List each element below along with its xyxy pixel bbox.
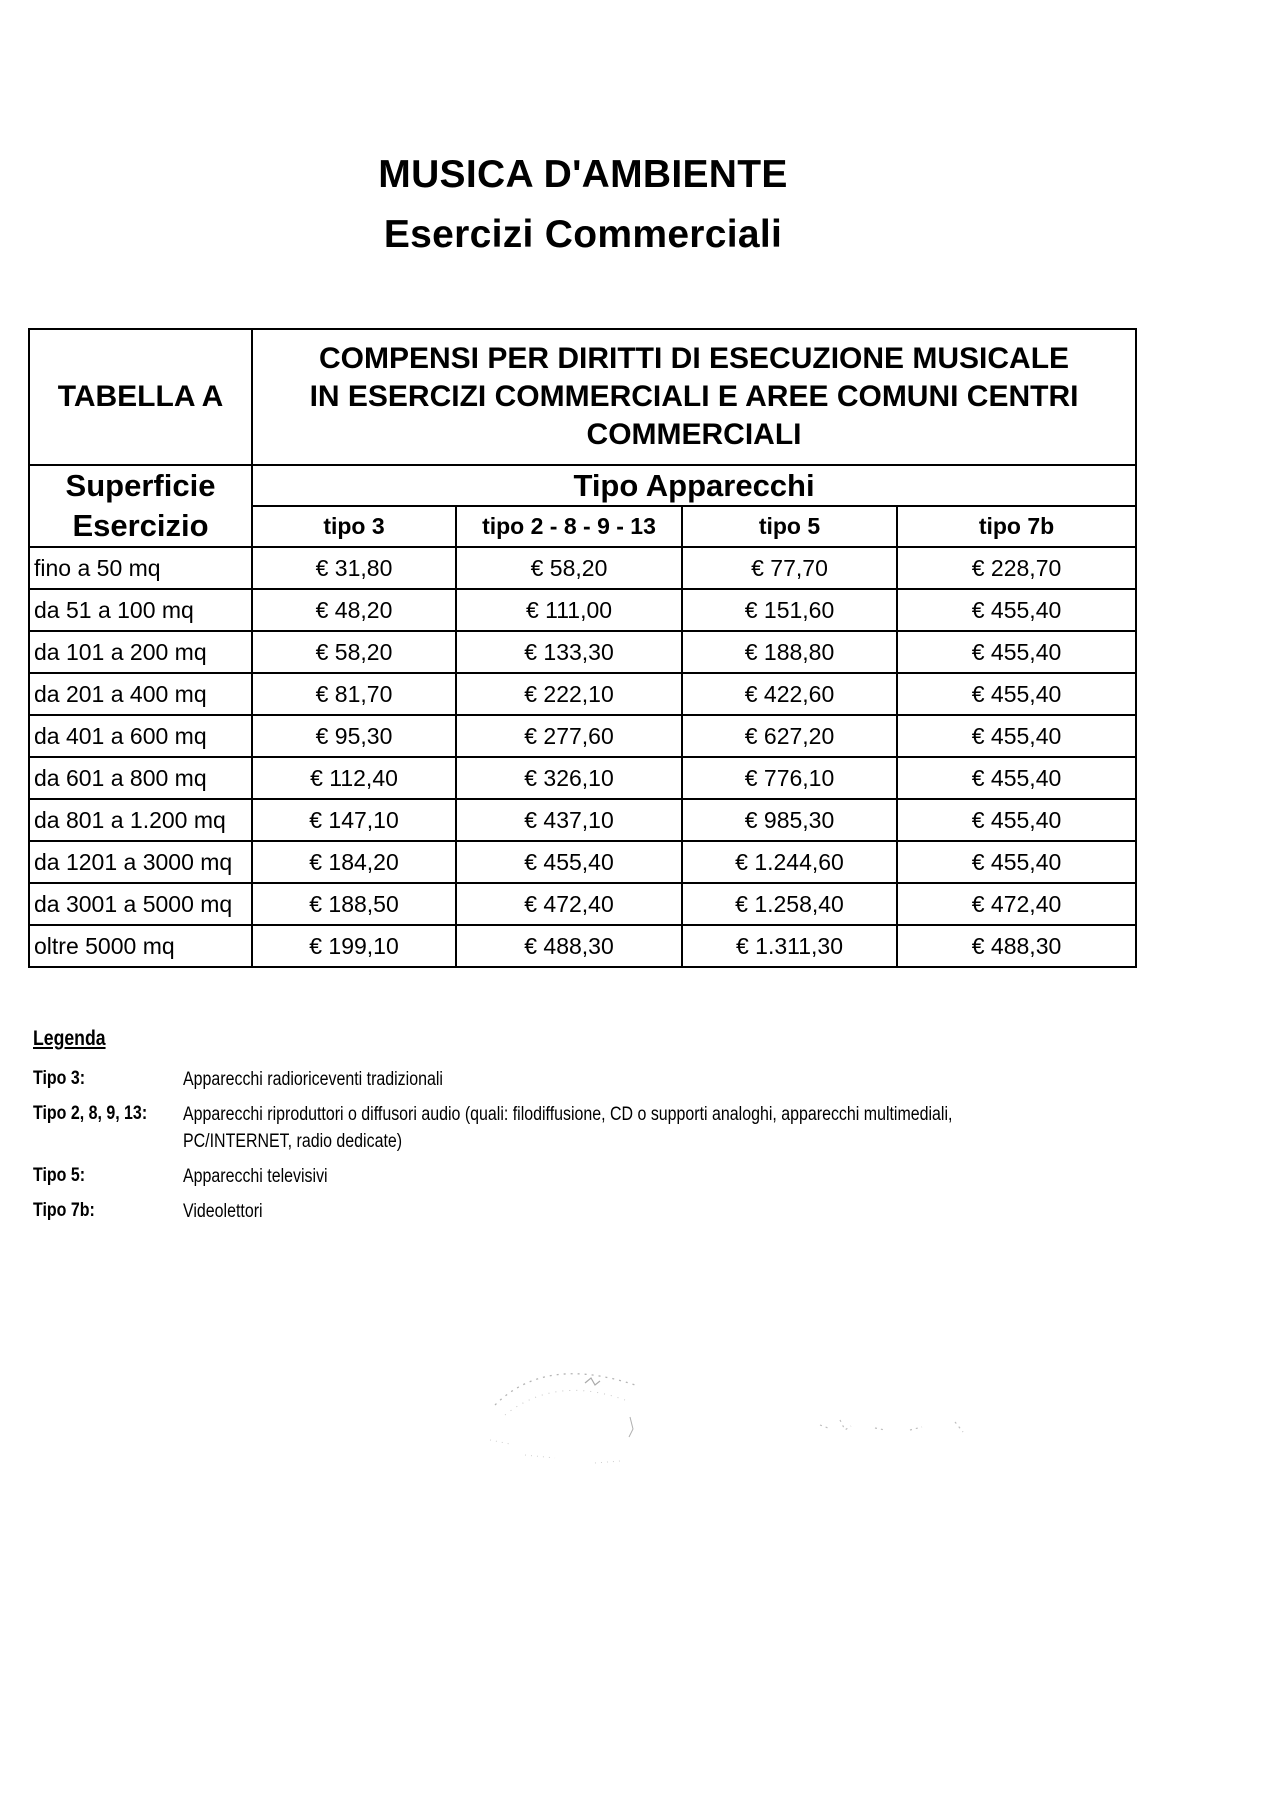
rate-tipo-5: € 985,30 bbox=[682, 799, 897, 841]
table-row bbox=[29, 757, 1136, 799]
legend-desc-tipo-5: Apparecchi televisivi bbox=[183, 1166, 328, 1187]
legend-desc-tipo-7b: Videolettori bbox=[183, 1201, 263, 1222]
table-row bbox=[29, 715, 1136, 757]
table-heading-line3: COMMERCIALI bbox=[586, 418, 802, 451]
document-title: MUSICA D'AMBIENTE bbox=[378, 153, 788, 196]
column-header-tipo-7b: tipo 7b bbox=[897, 506, 1136, 547]
stamp-mark bbox=[485, 1345, 685, 1495]
rate-tipo-5: € 776,10 bbox=[682, 757, 897, 799]
legend-desc-tipo-2-8-9-13-line2: PC/INTERNET, radio dedicate) bbox=[183, 1131, 403, 1152]
table-row bbox=[29, 799, 1136, 841]
rate-tipo-5: € 1.258,40 bbox=[682, 883, 897, 925]
surface-range: da 401 a 600 mq bbox=[29, 715, 252, 757]
surface-range: da 801 a 1.200 mq bbox=[29, 799, 252, 841]
table-row bbox=[29, 547, 1136, 589]
rate-tipo-5: € 151,60 bbox=[682, 589, 897, 631]
table-heading-line1: COMPENSI PER DIRITTI DI ESECUZIONE MUSICALE bbox=[318, 342, 1070, 375]
rate-tipo-5: € 1.244,60 bbox=[682, 841, 897, 883]
table-row bbox=[29, 841, 1136, 883]
rate-tipo-2-8-9-13: € 472,40 bbox=[456, 883, 682, 925]
surface-range: da 3001 a 5000 mq bbox=[29, 883, 252, 925]
table-row bbox=[29, 673, 1136, 715]
rate-tipo-2-8-9-13: € 437,10 bbox=[456, 799, 682, 841]
table-label: TABELLA A bbox=[29, 329, 252, 465]
table-heading bbox=[252, 329, 1136, 465]
rate-tipo-2-8-9-13: € 455,40 bbox=[456, 841, 682, 883]
surface-range: da 1201 a 3000 mq bbox=[29, 841, 252, 883]
legend-key-tipo-3: Tipo 3: bbox=[33, 1068, 86, 1089]
surface-range: da 101 a 200 mq bbox=[29, 631, 252, 673]
rate-tipo-7b: € 455,40 bbox=[897, 631, 1136, 673]
table-header-row bbox=[29, 329, 1136, 465]
rate-tipo-2-8-9-13: € 488,30 bbox=[456, 925, 682, 967]
document-subtitle: Esercizi Commerciali bbox=[383, 213, 783, 256]
surface-header-line1: Superficie bbox=[65, 468, 216, 503]
rate-tipo-7b: € 455,40 bbox=[897, 589, 1136, 631]
rate-tipo-5: € 422,60 bbox=[682, 673, 897, 715]
table-row bbox=[29, 631, 1136, 673]
rate-tipo-3: € 58,20 bbox=[252, 631, 456, 673]
surface-header bbox=[29, 465, 252, 547]
signature-mark bbox=[815, 1400, 985, 1460]
rate-tipo-7b: € 455,40 bbox=[897, 715, 1136, 757]
legend-key-tipo-2-8-9-13: Tipo 2, 8, 9, 13: bbox=[33, 1103, 148, 1124]
rate-tipo-3: € 112,40 bbox=[252, 757, 456, 799]
legend-title: Legenda bbox=[33, 1027, 106, 1050]
rate-tipo-5: € 1.311,30 bbox=[682, 925, 897, 967]
surface-range: da 51 a 100 mq bbox=[29, 589, 252, 631]
rate-tipo-5: € 627,20 bbox=[682, 715, 897, 757]
rate-tipo-3: € 147,10 bbox=[252, 799, 456, 841]
surface-header-line2: Esercizio bbox=[72, 508, 209, 543]
surface-range: da 201 a 400 mq bbox=[29, 673, 252, 715]
rate-tipo-3: € 81,70 bbox=[252, 673, 456, 715]
rate-tipo-5: € 77,70 bbox=[682, 547, 897, 589]
rate-tipo-7b: € 488,30 bbox=[897, 925, 1136, 967]
rate-tipo-2-8-9-13: € 58,20 bbox=[456, 547, 682, 589]
rate-tipo-2-8-9-13: € 111,00 bbox=[456, 589, 682, 631]
table-row bbox=[29, 925, 1136, 967]
rate-tipo-5: € 188,80 bbox=[682, 631, 897, 673]
rate-tipo-3: € 48,20 bbox=[252, 589, 456, 631]
rate-tipo-3: € 199,10 bbox=[252, 925, 456, 967]
rate-tipo-7b: € 472,40 bbox=[897, 883, 1136, 925]
rate-tipo-3: € 95,30 bbox=[252, 715, 456, 757]
rate-tipo-7b: € 228,70 bbox=[897, 547, 1136, 589]
legend-desc-tipo-2-8-9-13-line1: Apparecchi riproduttori o diffusori audio (quali: filodiffusione, CD o supporti analoghi, apparecchi multimediali, bbox=[183, 1104, 953, 1125]
rate-tipo-7b: € 455,40 bbox=[897, 799, 1136, 841]
rate-tipo-2-8-9-13: € 277,60 bbox=[456, 715, 682, 757]
surface-range: oltre 5000 mq bbox=[29, 925, 252, 967]
column-header-tipo-5: tipo 5 bbox=[682, 506, 897, 547]
rate-tipo-2-8-9-13: € 133,30 bbox=[456, 631, 682, 673]
rate-tipo-3: € 188,50 bbox=[252, 883, 456, 925]
legend-key-tipo-7b: Tipo 7b: bbox=[33, 1200, 95, 1221]
column-header-tipo-3: tipo 3 bbox=[252, 506, 456, 547]
rate-tipo-3: € 31,80 bbox=[252, 547, 456, 589]
rate-tipo-2-8-9-13: € 222,10 bbox=[456, 673, 682, 715]
surface-range: da 601 a 800 mq bbox=[29, 757, 252, 799]
rates-table bbox=[28, 328, 1137, 968]
table-row bbox=[29, 883, 1136, 925]
legend-key-tipo-5: Tipo 5: bbox=[33, 1165, 86, 1186]
column-header-tipo-2-8-9-13: tipo 2 - 8 - 9 - 13 bbox=[456, 506, 682, 547]
rate-tipo-2-8-9-13: € 326,10 bbox=[456, 757, 682, 799]
rate-tipo-7b: € 455,40 bbox=[897, 673, 1136, 715]
rate-tipo-7b: € 455,40 bbox=[897, 757, 1136, 799]
rate-tipo-7b: € 455,40 bbox=[897, 841, 1136, 883]
table-row bbox=[29, 589, 1136, 631]
surface-range: fino a 50 mq bbox=[29, 547, 252, 589]
legend-desc-tipo-3: Apparecchi radioriceventi tradizionali bbox=[183, 1069, 443, 1090]
table-subheader-row bbox=[29, 465, 1136, 506]
rate-tipo-3: € 184,20 bbox=[252, 841, 456, 883]
table-heading-line2: IN ESERCIZI COMMERCIALI E AREE COMUNI CENTRI bbox=[309, 380, 1079, 413]
devices-header: Tipo Apparecchi bbox=[252, 465, 1136, 506]
